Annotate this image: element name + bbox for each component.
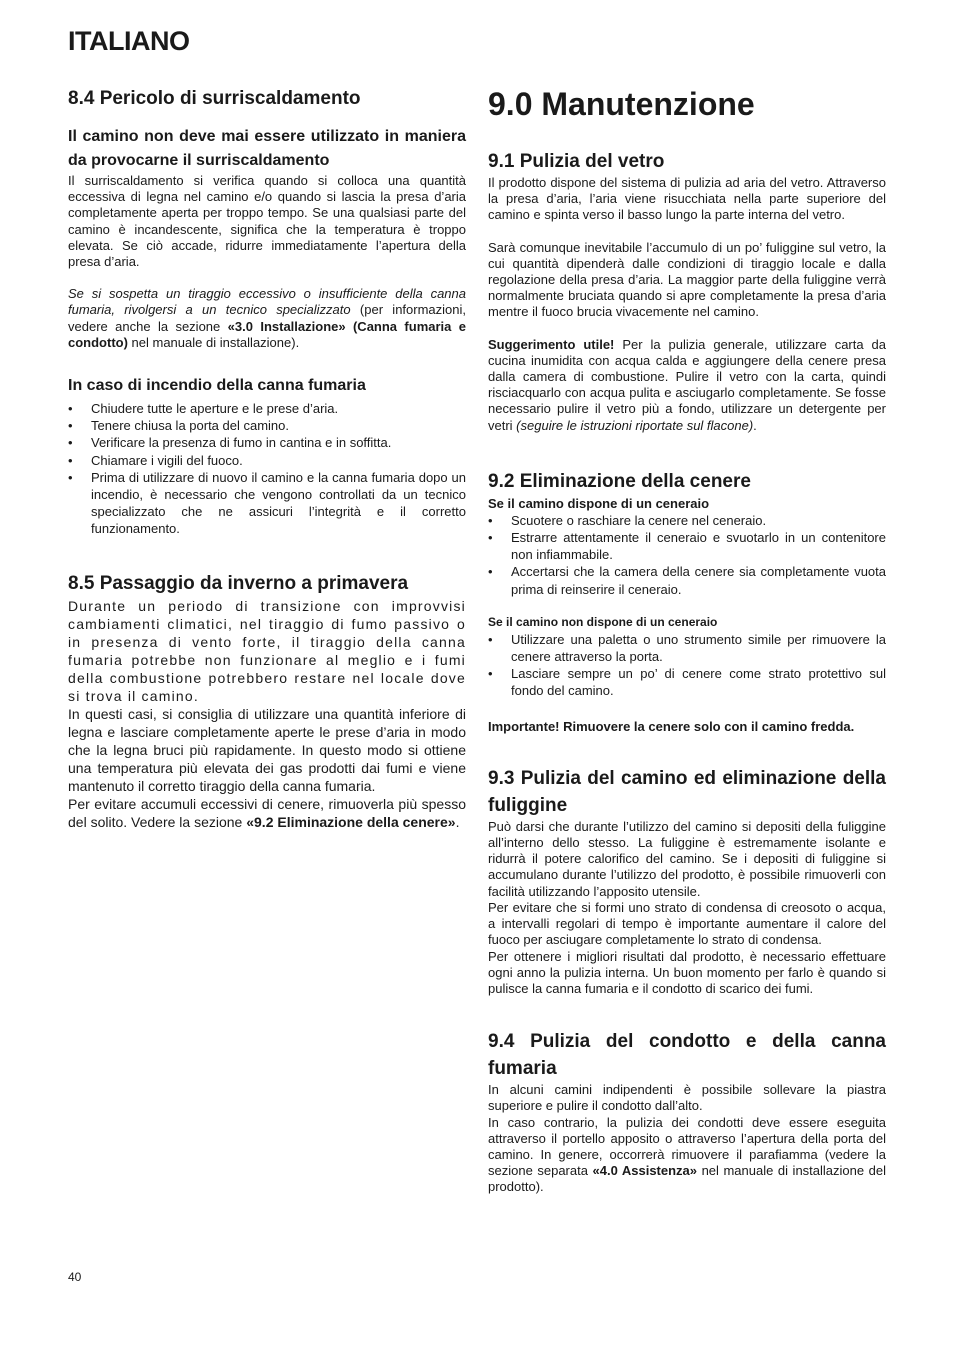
list-item: • Prima di utilizzare di nuovo il camino e la canna fumaria dopo un incendio, è necessario che vengono controllati da un tecnico specializzato che ne assicuri l’integrità e il corretto funzionamento. [68,469,466,538]
list-item: • Estrarre attentamente il ceneraio e svuotarlo in un contenitore non infiammabile. [488,529,886,563]
ash-reference: «9.2 Eliminazione della cenere» [246,813,456,830]
language-heading: ITALIANO [68,26,190,56]
section-8-4-title: 8.4 Pericolo di surriscaldamento [68,88,361,109]
list-item: • Accertarsi che la camera della cenere sia completamente vuota prima di reinserire il ceneraio. [488,563,886,597]
installation-reference: «3.0 Installazione» (Canna fumaria e condotto) [68,318,467,350]
with-ashpan-subtitle: Se il camino dispone di un ceneraio [488,495,710,511]
list-item: • Tenere chiusa la porta del camino. [68,417,466,434]
assistance-reference: «4.0 Assistenza» [592,1163,698,1179]
left-column [68,82,466,831]
section-9-4-title: 9.4 Pulizia del condotto e della canna fumaria [488,1031,886,1080]
tip-paragraph: Suggerimento utile! Per la pulizia generale, utilizzare carta da cucina inumidita con acqua calda e aggiungere della cenere presa dalla camera di combustione. Pulire il vetro con la carta, quindi risciacquarlo con acqua pulita e asciugarlo completamente. Se fosse necessario pulire il vetro più a fondo, utilizzare un detergente per vetri (seguire le istruzioni riportate sul flacone). [488,336,886,433]
flue-paragraph-1: In alcuni camini indipendenti è possibile sollevare la piastra superiore e pulire il condotto dall’alto. [488,1082,886,1114]
list-item: • Lasciare sempre un po’ di cenere come strato protettivo sul fondo del camino. [488,665,886,699]
with-ashpan-list [488,512,886,598]
overheat-paragraph: Il surriscaldamento si verifica quando si colloca una quantità eccessiva di legna nel camino e/o quando si lascia la presa d’aria completamente aperta per troppo tempo. Se una qualsiasi parte del camino è incandescente, significa che la temperatura è troppo elevata. Se ciò accade, ridurre immediatamente l’apertura della presa d’aria. [68,173,466,270]
draft-paragraph: Se si sospetta un tiraggio eccessivo o insufficiente della canna fumaria, rivolgersi a un tecnico specializzato (per informazioni, vedere anche la sezione «3.0 Installazione» (Canna fumaria e condotto) nel manuale di installazione). [68,286,467,350]
list-item: • Verificare la presenza di fumo in cantina e in soffitta. [68,434,466,451]
list-item: • Scuotere o raschiare la cenere nel ceneraio. [488,512,886,529]
less-wood-paragraph: In questi casi, si consiglia di utilizzare una quantità inferiore di legna e lasciare completamente aperte le prese d’aria in modo che la legna bruci più rapidamente. In questo modo si ottiene una temperatura più elevata dei gas prodotti dai fumi e viene mantenuto il corretto tiraggio della canna fumaria. [68,705,466,794]
flue-paragraph-2: In caso contrario, la pulizia dei condotti deve essere eseguita attraverso il portello apposito o attraverso l’apertura della porta del camino. In genere, occorrerà rimuovere il parafiamma (vedere la sezione separata «4.0 Assistenza» nel manuale di installazione del prodotto). [488,1114,886,1195]
transition-paragraph: Durante un periodo di transizione con improvvisi cambiamenti climatici, nel tiraggio di fumo passivo o in presenza di vento forte, il tiraggio della canna fumaria potrebbe non funzionare al meglio e i fumi della combustione potrebbero restare nel locale dove si trova il camino. [68,597,466,704]
maintenance-title: 9.0 Manutenzione [488,86,755,122]
overheat-warning: Il camino non deve mai essere utilizzato in maniera da provocarne il surriscaldamento [68,128,466,169]
without-ashpan-list [488,631,886,700]
right-column [488,82,886,1196]
without-ashpan-subtitle: Se il camino non dispone di un ceneraio [488,614,718,629]
list-item: • Utilizzare una paletta o uno strumento simile per rimuovere la cenere attraverso la porta. [488,631,886,665]
soot-paragraph-2: Per evitare che si formi uno strato di condensa di creosoto o acqua, a intervalli regolari di tempo è importante aumentare il calore del fuoco per asciugare completamente lo strato di condensa. [488,899,886,948]
important-note: Importante! Rimuovere la cenere solo con il camino fredda. [488,718,855,734]
page-number: 40 [68,1270,82,1284]
section-9-2-title: 9.2 Eliminazione della cenere [488,470,751,492]
chimney-fire-list [68,400,466,538]
tip-label: Suggerimento utile! [488,336,615,352]
draft-italic: Se si sospetta un tiraggio eccessivo o insufficiente della canna fumaria, rivolgersi a un tecnico specializzato [68,286,466,318]
section-9-3-title: 9.3 Pulizia del camino ed eliminazione della fuliggine [488,767,886,816]
glass-paragraph-2: Sarà comunque inevitabile l’accumulo di un po’ fuliggine sul vetro, la cui quantità dipenderà dalle condizioni di tiraggio locale e dalla regolazione della presa d’aria. La maggior parte della fuliggine verrà normalmente bruciata quando si apre completamente la presa d’aria mentre il fuoco brucia vivacemente nel camino. [488,239,886,320]
section-8-5-body [68,597,466,831]
list-item: • Chiudere tutte le aperture e le prese d’aria. [68,400,466,417]
soot-paragraph-1: Può darsi che durante l’utilizzo del camino si depositi della fuliggine all’interno dello stesso. La fuliggine è estremamente isolante e ridurrà il potere calorifico del camino. Se i depositi di fuliggine si accumulano durante l’utilizzo del prodotto, è possibile rimuoverli con facilità utilizzando l’apposito utensile. [488,818,886,899]
chimney-fire-title: In caso di incendio della canna fumaria [68,377,366,395]
list-item: • Chiamare i vigili del fuoco. [68,452,466,469]
section-9-1-title: 9.1 Pulizia del vetro [488,151,665,172]
soot-paragraph-3: Per ottenere i migliori risultati dal prodotto, è necessario effettuare ogni anno la pulizia interna. Un buon momento per farlo è quando si pulisce la canna fumaria e il condotto di scarico dei fumi. [488,948,886,996]
section-8-5-title: 8.5 Passaggio da inverno a primavera [68,572,409,594]
glass-paragraph-1: Il prodotto dispone del sistema di pulizia ad aria del vetro. Attraverso la presa d’aria, l’aria viene risucchiata nella parte superiore del camino e spinta verso il basso lungo la parte interna del vetro. [488,175,886,223]
ash-paragraph: Per evitare accumuli eccessivi di cenere, rimuoverla più spesso del solito. Vedere la sezione «9.2 Eliminazione della cenere». [68,795,466,830]
